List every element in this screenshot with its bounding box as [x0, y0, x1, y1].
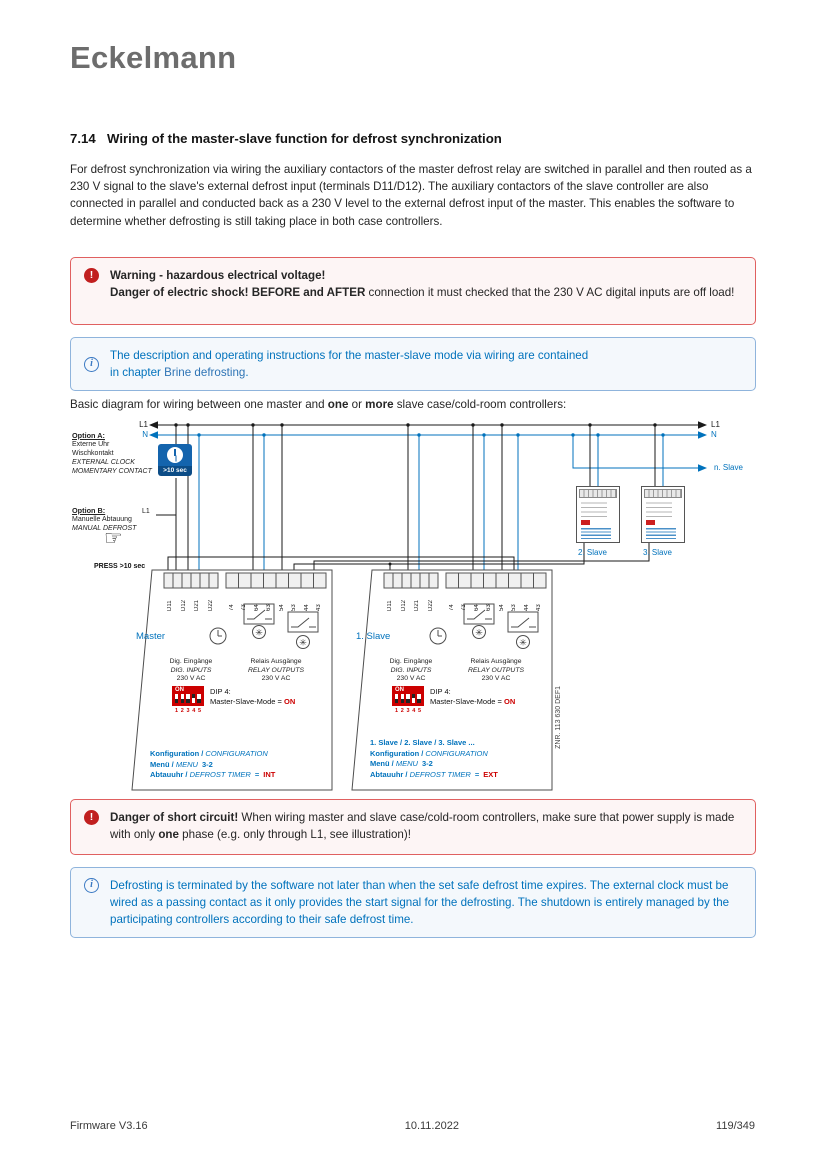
footer-firmware: Firmware V3.16: [70, 1120, 148, 1132]
dip-title: DIP 4:: [430, 687, 451, 696]
caption-text-2: or: [348, 398, 366, 411]
danger-bold-one: one: [158, 828, 179, 841]
caption-voltage: 230 V AC: [261, 675, 291, 682]
dip-numbers-master: [172, 708, 204, 714]
cfg-line1: [150, 749, 275, 760]
mini-dip-icon: [581, 520, 590, 525]
dip-number: 2: [400, 708, 404, 714]
dip-mode-text: Master-Slave-Mode =: [210, 697, 284, 706]
cfg-timer-value: INT: [263, 770, 276, 779]
option-a-de1: Externe Uhr: [72, 441, 110, 448]
info-box-chapter: [70, 337, 756, 391]
dip-label-master: [210, 687, 295, 707]
company-logo: Eckelmann: [70, 40, 237, 75]
warning-text: [110, 267, 734, 315]
warning-icon: !: [84, 268, 99, 283]
cfg-line2: [370, 759, 498, 770]
option-b-en1: MANUAL DEFROST: [72, 525, 137, 532]
terminal-label: 43: [536, 604, 543, 611]
terminal-label: D22: [427, 599, 434, 611]
dip-number: 3: [186, 708, 190, 714]
slave3-label: 3. Slave: [643, 548, 672, 557]
info-chapter-line2: in chapter: [110, 366, 165, 379]
diagram-caption: [70, 398, 566, 411]
option-b-de1: Manuelle Abtauung: [72, 516, 132, 523]
terminal-label: 74: [228, 604, 235, 611]
cfg-eq: =: [254, 770, 260, 779]
cfg-line3: [150, 770, 275, 781]
page-footer: [70, 1120, 755, 1132]
cfg-en: DEFROST TIMER: [189, 770, 251, 779]
info-icon: i: [84, 357, 99, 372]
n-slave-label: n. Slave: [714, 463, 743, 472]
caption-en: DIG. INPUTS: [390, 666, 432, 674]
drawing-number: ZNR. 113 630 DEF1: [555, 686, 562, 749]
master-input-terminals: [164, 591, 218, 611]
master-output-terminals: [226, 591, 326, 611]
warning-body-rest: connection it must checked that the 230 V AC digital inputs are off load!: [365, 286, 735, 299]
dip-switch-master: [172, 686, 204, 706]
option-b-l1-label: L1: [142, 508, 150, 515]
terminal-label: 53: [511, 604, 518, 611]
terminal-label: D12: [400, 599, 407, 611]
terminal-label: D22: [207, 599, 214, 611]
dip-number: 5: [417, 708, 421, 714]
bus-label-l1-right: L1: [711, 420, 720, 429]
terminal-label: D21: [194, 599, 201, 611]
warning-body: [110, 284, 734, 301]
section-heading: [70, 131, 502, 146]
slave2-unit: [576, 486, 620, 543]
dip-label-slave: [430, 687, 515, 707]
warning-box-voltage: [70, 257, 756, 325]
mini-config-lines: [581, 527, 611, 539]
dip-mode-value: ON: [284, 697, 296, 706]
terminal-label: 74: [448, 604, 455, 611]
danger-text: [110, 809, 742, 845]
cfg-de: Menü /: [370, 759, 396, 768]
section-title: Wiring of the master-slave function for defrost synchronization: [107, 131, 502, 146]
cfg-slaves: 1. Slave / 2. Slave / 3. Slave ...: [370, 738, 475, 747]
mini-dip-icon: [646, 520, 655, 525]
cfg-line3: [370, 770, 498, 781]
mini-config-lines: [646, 527, 676, 539]
danger-body-1: When wiring master and slave case/cold-room controllers, make sure that power supply is made with only: [110, 811, 735, 841]
caption-voltage: 230 V AC: [396, 675, 426, 682]
dip-number: 4: [192, 708, 196, 714]
bus-l1: [149, 421, 707, 429]
slave-output-terminals: [446, 591, 546, 611]
info-icon: i: [84, 878, 99, 893]
option-a-en2: MOMENTARY CONTACT: [72, 468, 152, 475]
cfg-timer-value: EXT: [483, 769, 498, 779]
terminal-label: 54: [278, 604, 285, 611]
caption-en: RELAY OUTPUTS: [467, 666, 525, 674]
cfg-menu-value: 3-2: [201, 759, 213, 769]
dip-on-label: ON: [395, 687, 404, 693]
danger-title: Danger of short circuit!: [110, 811, 239, 824]
fan-icon: ✳: [255, 627, 263, 638]
dip-number: 5: [197, 708, 201, 714]
slave-inputs-caption: [376, 658, 446, 684]
cfg-eq: =: [474, 769, 480, 779]
bus-label-n-right: N: [711, 430, 717, 439]
clock-badge-label: >10 sec: [158, 466, 192, 476]
caption-de: Relais Ausgänge: [470, 658, 522, 665]
dip-switch-slave: [392, 686, 424, 706]
info-box-defrost: [70, 867, 756, 938]
dip-number: 1: [175, 708, 179, 714]
option-a-de2: Wischkontakt: [72, 450, 114, 457]
terminal-label: 44: [523, 604, 530, 611]
terminal-label: 73: [461, 604, 468, 611]
dip-number: 2: [180, 708, 184, 714]
section-number: 7.14: [70, 131, 96, 146]
dip-number: 3: [406, 708, 410, 714]
caption-voltage: 230 V AC: [176, 675, 206, 682]
option-a-block: [72, 431, 152, 476]
cfg-line0: [370, 738, 498, 749]
footer-page-number: 119/349: [716, 1120, 755, 1132]
info-chapter-line1: The description and operating instructions for the master-slave mode via wiring are contained: [110, 349, 589, 362]
terminal-label: 53: [291, 604, 298, 611]
caption-de: Relais Ausgänge: [250, 658, 302, 665]
terminal-label: 63: [266, 604, 273, 611]
dip-numbers-slave: [392, 708, 424, 714]
caption-en: RELAY OUTPUTS: [247, 666, 305, 674]
slave3-unit: [641, 486, 685, 543]
bus-n: [149, 431, 707, 439]
fan-icon: ✳: [519, 637, 527, 648]
intro-paragraph: For defrost synchronization via wiring the auxiliary contactors of the master defrost relay are switched in parallel and then routed as a 230 V signal to the slave's external defrost input (terminals D11/D12). The auxiliary contactors of the slave controller are also connected in parallel and conducted back as a 230 V level to the external defrost input of the master. This enables the software to determine whether defrosting is still taking place in both case controllers.: [70, 163, 752, 228]
caption-voltage: 230 V AC: [481, 675, 511, 682]
caption-en: DIG. INPUTS: [170, 666, 212, 674]
dip-title: DIP 4:: [210, 687, 231, 696]
option-a-title: Option A:: [72, 431, 105, 440]
master-outputs-caption: [241, 658, 311, 684]
warning-icon: !: [84, 810, 99, 825]
press-label: PRESS >10 sec: [94, 563, 146, 570]
terminal-label: D21: [414, 599, 421, 611]
terminal-label: 64: [253, 604, 260, 611]
dip-mode: [430, 697, 515, 707]
info-defrost-text: Defrosting is terminated by the software not later than when the set safe defrost time expires. The external clock must be wired as a passing contact as it only provides the start signal for the defrosting. The shutdown is entirely managed by the participating controllers according to their safe defrost time.: [110, 879, 730, 926]
master-config: [150, 749, 275, 781]
fan-icon: ✳: [475, 627, 483, 638]
info-chapter-suffix: .: [245, 366, 249, 379]
terminal-label: D12: [180, 599, 187, 611]
slave1-label: 1. Slave: [356, 631, 391, 642]
clock-face-icon: [158, 444, 192, 466]
dip-mode: [210, 697, 295, 707]
terminal-label: 54: [498, 604, 505, 611]
footer-date: 10.11.2022: [404, 1120, 459, 1132]
option-a-en1: EXTERNAL CLOCK: [72, 459, 135, 466]
dip-mode-text: Master-Slave-Mode =: [430, 697, 504, 706]
cfg-line1: [370, 749, 498, 760]
cfg-en: CONFIGURATION: [205, 749, 268, 758]
bus-label-n-left: N: [142, 430, 148, 439]
slave-input-terminals: [384, 591, 438, 611]
cfg-en: MENU: [395, 759, 418, 768]
terminal-label: 64: [473, 604, 480, 611]
slave2-label: 2. Slave: [578, 548, 607, 557]
terminal-label: 73: [241, 604, 248, 611]
cfg-de: Abtauuhr /: [370, 769, 410, 779]
caption-text-3: slave case/cold-room controllers:: [393, 398, 567, 411]
danger-box-short-circuit: [70, 799, 756, 855]
dip-number: 1: [395, 708, 399, 714]
cfg-menu-value: 3-2: [421, 759, 433, 768]
cfg-en: CONFIGURATION: [425, 748, 488, 758]
warning-body-bold: Danger of electric shock! BEFORE and AFTER: [110, 286, 366, 299]
cfg-de: Menü /: [150, 759, 176, 769]
cfg-en: DEFROST TIMER: [409, 769, 471, 779]
master-inputs-caption: [156, 658, 226, 684]
warning-title: Warning - hazardous electrical voltage!: [110, 269, 326, 282]
slave-outputs-caption: [461, 658, 531, 684]
master-label: Master: [136, 631, 166, 642]
terminal-label: 44: [303, 604, 310, 611]
caption-bold-one: one: [327, 398, 349, 411]
hand-press-icon: ☞: [104, 527, 123, 550]
caption-text: Basic diagram for wiring between one master and: [70, 398, 328, 411]
cfg-de: Konfiguration /: [150, 749, 206, 758]
wiring-diagram: [68, 418, 760, 794]
terminal-label: D11: [387, 600, 394, 611]
bus-label-l1-left: L1: [139, 420, 148, 429]
option-b-title: Option B:: [72, 506, 106, 515]
slave-config: [370, 738, 498, 780]
danger-body-2: phase (e.g. only through L1, see illustration)!: [178, 828, 411, 841]
brine-defrosting-link[interactable]: Brine defrosting: [164, 366, 246, 379]
dip-mode-value: ON: [504, 697, 516, 706]
external-clock-icon: [158, 444, 192, 476]
n-slave-line: [573, 435, 707, 472]
dip-on-label: ON: [175, 687, 184, 693]
info-chapter-text: [110, 347, 588, 381]
terminal-label: 43: [316, 604, 323, 611]
cfg-de: Konfiguration /: [370, 748, 426, 758]
terminal-label: D11: [167, 600, 174, 611]
terminal-label: 63: [486, 604, 493, 611]
caption-de: Dig. Eingänge: [389, 658, 433, 665]
cfg-line2: [150, 760, 275, 771]
dip-levers: [395, 694, 421, 703]
dip-levers: [175, 694, 201, 703]
fan-icon: ✳: [299, 637, 307, 648]
cfg-de: Abtauuhr /: [150, 770, 190, 779]
dip-number: 4: [412, 708, 416, 714]
cfg-en: MENU: [175, 759, 198, 769]
caption-bold-more: more: [365, 398, 394, 411]
caption-de: Dig. Eingänge: [169, 658, 213, 665]
